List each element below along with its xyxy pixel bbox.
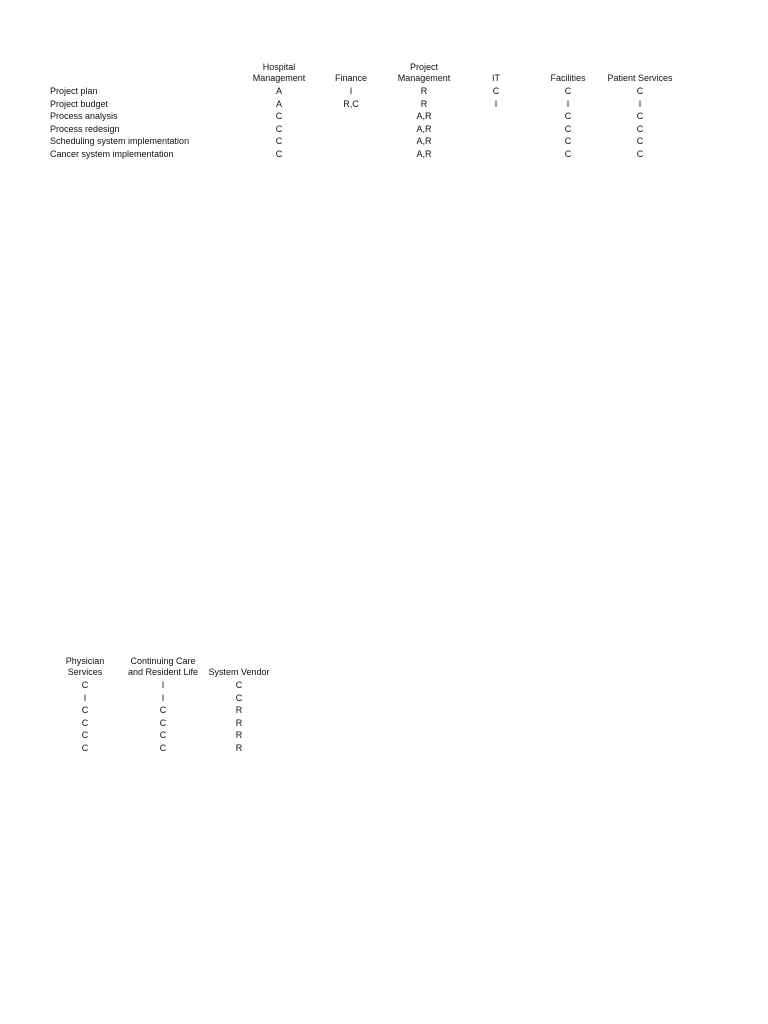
table-cell: I <box>349 86 353 96</box>
table-cell: C <box>159 730 167 741</box>
table-cell: C <box>81 680 89 690</box>
column-header: Services <box>67 667 103 677</box>
table-cell: A,R <box>416 123 432 134</box>
column-header-line1: Hospital <box>262 62 296 72</box>
table-cell: I <box>161 692 165 703</box>
table-cell: A <box>275 86 283 96</box>
table-cell: C <box>159 717 167 728</box>
table-cell: R <box>420 86 428 96</box>
table-cell: C <box>636 149 644 159</box>
table-cell: A <box>275 98 283 109</box>
table-cell: A,R <box>416 111 432 122</box>
table-cell: R <box>235 730 243 741</box>
table-cell: C <box>81 730 89 741</box>
table-cell: C <box>636 136 644 147</box>
table-cell: C <box>564 86 572 96</box>
column-header-line1: Project <box>409 62 439 72</box>
table-cell: C <box>636 123 644 134</box>
table-cell: C <box>235 680 243 690</box>
table-cell: R <box>235 705 243 716</box>
column-header: Patient Services <box>607 73 673 83</box>
table-cell: C <box>564 123 572 134</box>
row-label: Cancer system implementation <box>50 149 174 159</box>
row-label: Project plan <box>50 86 98 96</box>
table-cell: C <box>159 705 167 716</box>
table-cell: I <box>638 98 642 109</box>
table-cell: C <box>81 743 89 753</box>
table-cell: C <box>275 111 283 122</box>
table-cell: R <box>420 98 428 109</box>
table-cell: C <box>492 86 500 96</box>
column-header: Management <box>252 73 306 83</box>
row-label: Process analysis <box>50 111 118 122</box>
column-header: Facilities <box>550 73 586 83</box>
table-cell: R <box>235 743 243 753</box>
table-cell: C <box>275 149 283 159</box>
table-cell: C <box>235 692 243 703</box>
table-cell: C <box>275 123 283 134</box>
row-label: Project budget <box>50 98 109 109</box>
column-header: Management <box>397 73 451 83</box>
table-cell: C <box>159 743 167 753</box>
table-cell: C <box>81 717 89 728</box>
column-header: Finance <box>334 73 368 83</box>
table-cell: C <box>564 111 572 122</box>
column-header: IT <box>492 73 500 83</box>
table-cell: A,R <box>416 136 432 147</box>
column-header: System Vendor <box>208 667 270 677</box>
table-cell: C <box>636 86 644 96</box>
table-cell: I <box>494 98 498 109</box>
column-header-line1: Physician <box>65 656 105 666</box>
table-cell: R <box>235 717 243 728</box>
table-cell: A,R <box>416 149 432 159</box>
table-cell: C <box>81 705 89 716</box>
row-label: Scheduling system implementation <box>50 136 190 147</box>
row-label: Process redesign <box>50 123 120 134</box>
table-cell: R,C <box>343 98 359 109</box>
table-cell: C <box>564 149 572 159</box>
column-header-line1: Continuing Care <box>130 656 196 666</box>
table-cell: I <box>566 98 570 109</box>
column-header: and Resident Life <box>127 667 199 677</box>
table-cell: C <box>275 136 283 147</box>
table-cell: I <box>161 680 165 690</box>
table-cell: C <box>636 111 644 122</box>
table-cell: C <box>564 136 572 147</box>
table-cell: I <box>83 692 87 703</box>
